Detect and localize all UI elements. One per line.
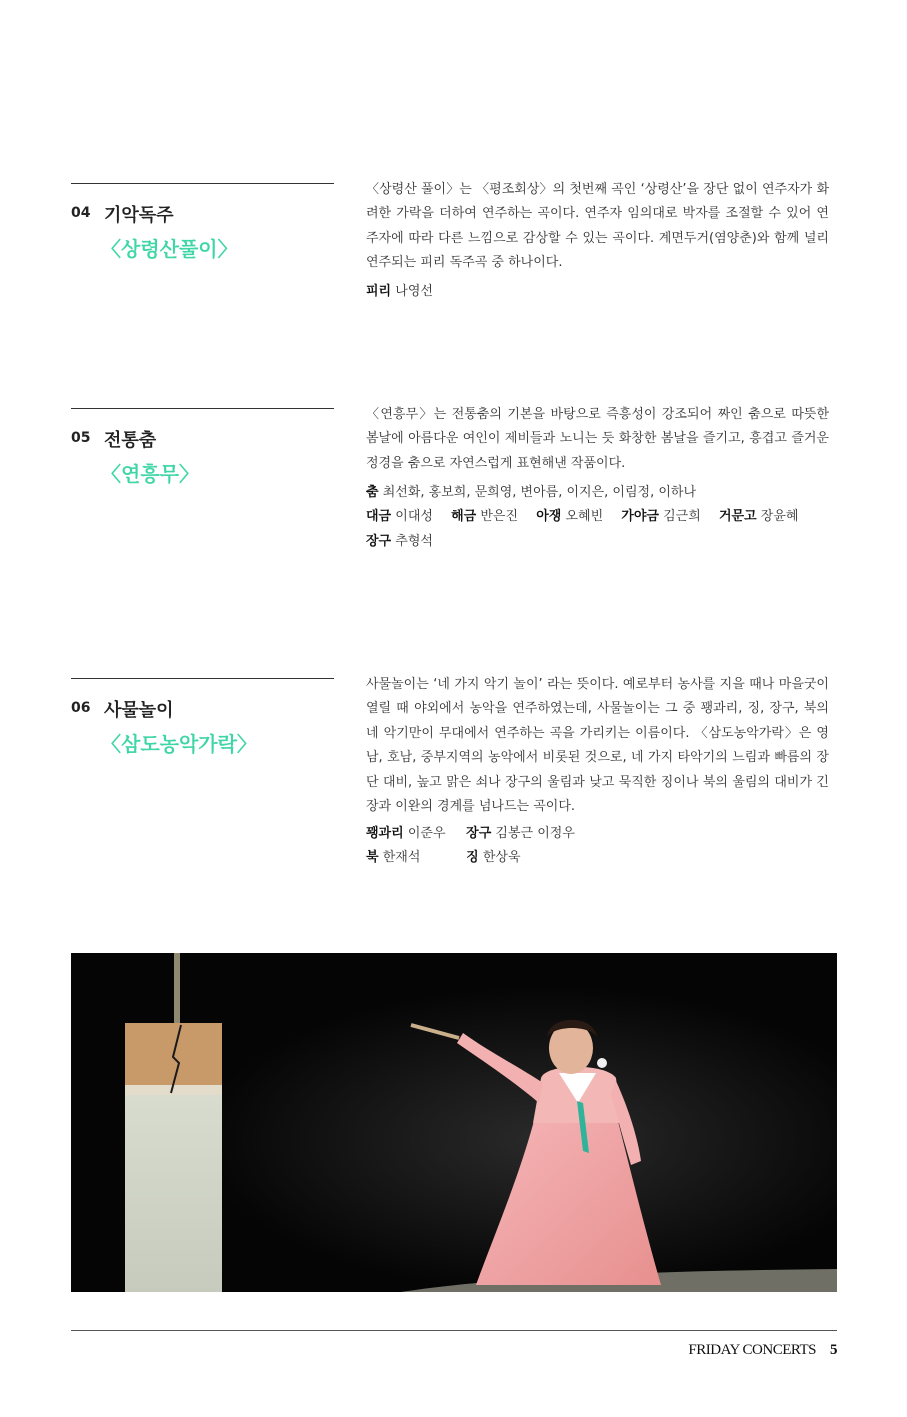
- credit-role: 거문고: [718, 509, 757, 525]
- credit-line: [366, 822, 836, 846]
- credit-line: [366, 481, 836, 505]
- item-description: 사물놀이는 ‘네 가지 악기 놀이’ 라는 뜻이다. 예로부터 농사를 지을 때나 마을굿이 열릴 때 야외에서 농악을 연주하였는데, 사물놀이는 그 중 꽹과리, 징, 장구, 북의 네 악기만이 무대에서 연주하는 곡을 가리키는 이름이다. 〈삼도농악가락〉은 영남, 호남, 중부지역의 농악에서 비롯된 것으로, 네 가지 타악기의 느림과 빠름의 장단 대비, 높고 맑은 쇠나 장구의 울림과 낮고 묵직한 징이나 북의 울림의 대비가 긴장과 이완의 경계를 넘나드는 곡이다.: [366, 677, 829, 815]
- item-credits: [366, 280, 836, 304]
- section-divider: [71, 678, 334, 679]
- item-number: 04: [71, 205, 91, 221]
- credit-role: 대금: [366, 509, 392, 525]
- item-description: 〈상령산 풀이〉는 〈평조회상〉의 첫번째 곡인 ‘상령산’을 장단 없이 연주자가 화려한 가락을 더하여 연주하는 곡이다. 연주자 임의대로 박자를 조절할 수 있어 연주자에 따라 다른 느낌으로 감상할 수 있는 곡이다. 계면두거(염양춘)와 함께 널리 연주되는 피리 독주곡 중 하나이다.: [366, 182, 829, 271]
- credit-names: 장윤혜: [760, 509, 799, 525]
- item-category: 기악독주: [104, 205, 174, 226]
- item-title: 〈삼도농악가락〉: [101, 732, 257, 756]
- credit-line: [366, 530, 836, 554]
- credit-role: 징: [466, 850, 479, 866]
- credit-names: 오혜빈: [565, 509, 604, 525]
- credit-role: 장구: [466, 826, 492, 841]
- credit-role: 해금: [451, 509, 477, 525]
- credit-names: 김근희: [663, 509, 701, 525]
- section-divider: [71, 183, 334, 184]
- credit-names: 이대성: [395, 509, 433, 525]
- credit-names: 반은진: [480, 509, 519, 525]
- item-credits: [366, 481, 836, 554]
- item-title: 〈상령산풀이〉: [101, 237, 238, 261]
- credit-names: 최선화, 홍보희, 문희영, 변아름, 이지은, 이림정, 이하나: [382, 485, 697, 500]
- credit-line: [366, 505, 836, 529]
- credit-names: 한상욱: [482, 850, 521, 866]
- credit-names: 추형석: [395, 533, 433, 549]
- section-divider: [71, 408, 334, 409]
- credit-role: 춤: [366, 485, 379, 500]
- item-credits: [366, 822, 836, 871]
- page-number: 5: [830, 1342, 837, 1358]
- footer-label: FRIDAY CONCERTS: [688, 1342, 816, 1358]
- credit-role: 장구: [366, 533, 392, 549]
- item-number: 05: [71, 430, 91, 446]
- footer-divider: [71, 1330, 837, 1331]
- credit-names: 김봉근 이정우: [495, 826, 575, 841]
- page-footer: [688, 1342, 837, 1359]
- credit-role: 가야금: [621, 509, 659, 525]
- item-number: 06: [71, 700, 91, 716]
- credit-role: 꽹과리: [366, 826, 404, 841]
- credit-role: 아쟁: [536, 509, 562, 525]
- item-category: 사물놀이: [104, 700, 174, 721]
- credit-role: 피리: [366, 284, 392, 299]
- credit-names: 이준우: [407, 826, 446, 841]
- credit-names: 한재석: [382, 850, 421, 866]
- item-category: 전통춤: [104, 430, 157, 451]
- credit-names: 나영선: [395, 284, 433, 299]
- credit-role: 북: [366, 850, 379, 866]
- credit-line: [366, 846, 836, 870]
- item-title: 〈연흥무〉: [101, 462, 199, 486]
- dancer-photo: [71, 953, 837, 1292]
- credit-line: [366, 280, 836, 304]
- item-description: 〈연흥무〉는 전통춤의 기본을 바탕으로 즉흥성이 강조되어 짜인 춤으로 따뜻한 봄날에 아름다운 여인이 제비들과 노니는 듯 화창한 봄날을 즐기고, 흥겹고 즐거운 정경을 춤으로 자연스럽게 표현해낸 작품이다.: [366, 407, 829, 471]
- dancer-photo-illustration: [71, 953, 837, 1292]
